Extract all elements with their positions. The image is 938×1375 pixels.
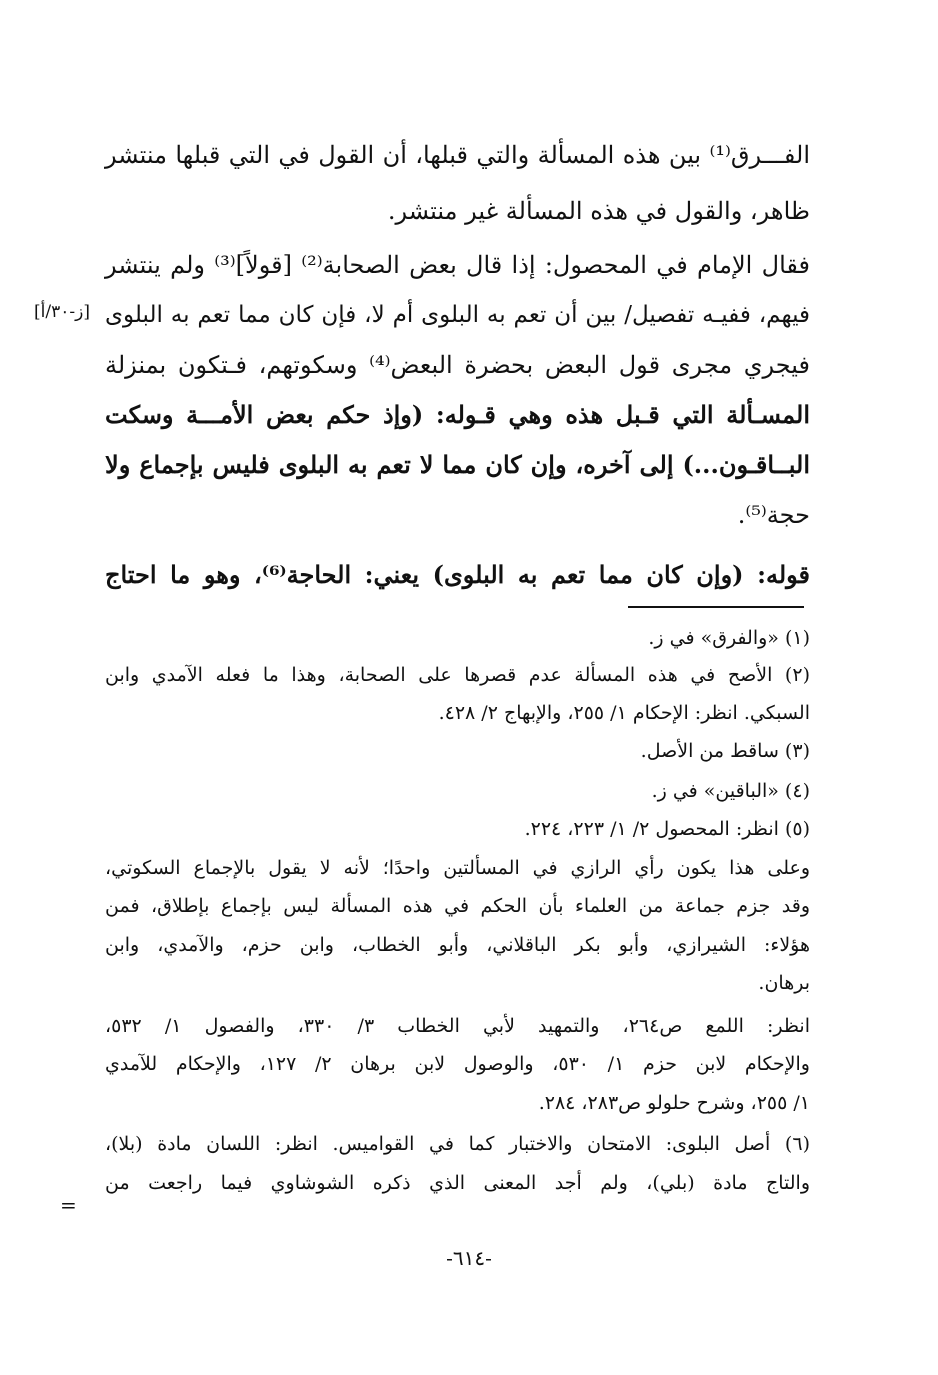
footnote-line: (٣) ساقط من الأصل. — [640, 740, 810, 762]
footnote-line: والتاج مادة (بلي)، ولم أجد المعنى الذي ذكره الشوشاوي فيما راجعت من — [105, 1172, 810, 1194]
page-number: -٦١٤- — [446, 1246, 492, 1270]
footnote-line: (٤) «الباقين» في ز. — [651, 780, 810, 802]
footnote-line: (٦) أصل البلوى: الامتحان والاختبار كما في القواميس. انظر: اللسان مادة (بلا)، — [105, 1133, 810, 1155]
footnote-line: ١/ ٢٥٥، وشرح حلولو ص٢٨٣، ٢٨٤. — [538, 1092, 810, 1114]
footnote-line: وقد جزم جماعة من العلماء بأن الحكم في هذه المسألة ليس بإجماع بإطلاق، فمن — [105, 895, 810, 917]
footnote-line: انظر: اللمع ص٢٦٤، والتمهيد لأبي الخطاب ٣/ ٣٣٠، والفصول ١/ ٥٣٢، — [105, 1015, 810, 1037]
footnote-line: وعلى هذا يكون رأي الرازي في المسألتين واحدًا؛ لأنه لا يقول بالإجماع السكوتي، — [105, 857, 810, 879]
footnote-line: (١) «والفرق» في ز. — [648, 627, 810, 649]
main-text-line: الفـــرق⁽¹⁾ بين هذه المسألة والتي قبلها، أن القول في التي قبلها منتشر — [105, 141, 810, 169]
continuation-mark: = — [60, 1193, 77, 1217]
footnote-line: (٥) انظر: المحصول ٢/ ١/ ٢٢٣، ٢٢٤. — [524, 818, 810, 840]
footnote-line: هؤلاء: الشيرازي، وأبو بكر الباقلاني، وأبو الخطاب، وابن حزم، والآمدي، وابن — [105, 934, 810, 956]
main-text-line: حجة⁽⁵⁾. — [737, 501, 810, 529]
main-text-line: قوله: (وإن كان مما تعم به البلوى) يعني: الحاجة⁽⁶⁾، وهو ما احتاج — [105, 560, 810, 589]
main-text-line: ظاهر، والقول في هذه المسألة غير منتشر. — [387, 197, 810, 225]
main-text-line: المسـألة التي قـبل هذه وهي قـوله: (وإذ حكم بعض الأمـــة وسكت — [105, 400, 810, 429]
manuscript-folio-note: [ز-٣٠/أ] — [34, 302, 90, 322]
main-text-line: فيهم، ففيـه تفصيل/ بين أن تعم به البلوى أم لا، فإن كان مما تعم به البلوى — [105, 302, 810, 328]
main-text-line: فقال الإمام في المحصول: إذا قال بعض الصحابة⁽²⁾ [قولاً]⁽³⁾ ولم ينتشر — [105, 251, 811, 279]
footnote-line: السبكي. انظر: الإحكام ١/ ٢٥٥، والإبهاج ٢/ ٤٢٨. — [438, 702, 810, 724]
footnote-separator — [628, 606, 804, 608]
footnote-line: برهان. — [758, 972, 810, 994]
main-text-line: البــاقـون...) إلى آخره، وإن كان مما لا تعم به البلوى فليس بإجماع ولا — [105, 450, 810, 479]
footnote-line: والإحكام لابن حزم ١/ ٥٣٠، والوصول لابن برهان ٢/ ١٢٧، والإحكام للآمدي — [105, 1053, 810, 1075]
main-text-line: فيجري مجرى قول البعض بحضرة البعض⁽⁴⁾ وسكوتهم، فـتكون بمنزلة — [105, 351, 810, 379]
footnote-line: (٢) الأصح في هذه المسألة عدم قصرها على الصحابة، وهذا ما فعله الآمدي وابن — [105, 664, 810, 686]
